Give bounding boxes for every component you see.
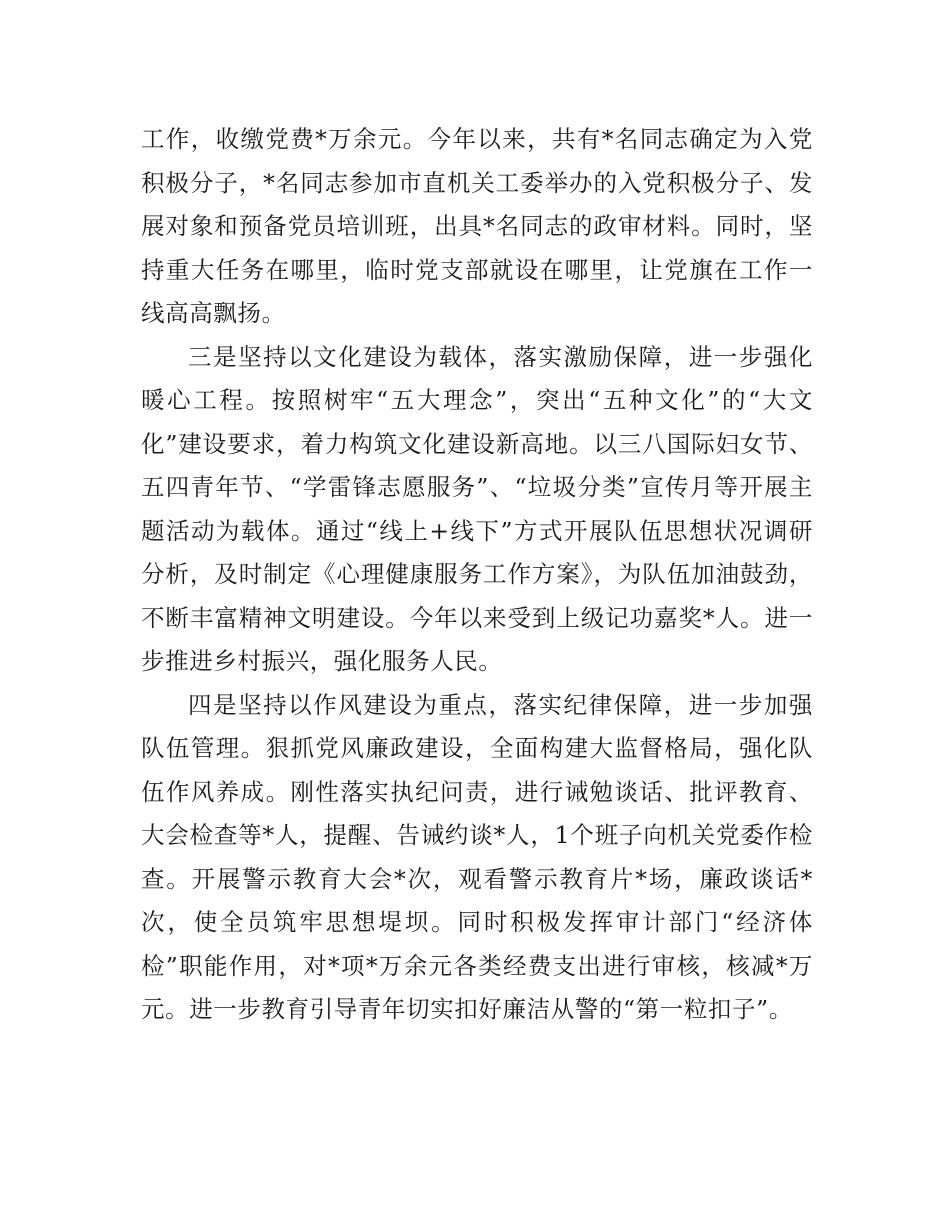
paragraph-party-dues: 工作，收缴党费*万余元。今年以来，共有*名同志确定为入党积极分子，*名同志参加市直机关工委举办的入党积极分子、发展对象和预备党员培训班，出具*名同志的政审材料。同时，坚持重大任务在哪里，临时党支部就设在哪里，让党旗在工作一线高高飘扬。 — [141, 125, 813, 327]
paragraph-culture-building: 三是坚持以文化建设为载体，落实激励保障，进一步强化暖心工程。按照树牢“五大理念”，突出“五种文化”的“大文化”建设要求，着力构筑文化建设新高地。以三八国际妇女节、五四青年节、“学雷锋志愿服务”、“垃圾分类”宣传月等开展主题活动为载体。通过“线上+线下”方式开展队伍思想状况调研分析，及时制定《心理健康服务工作方案》，为队伍加油鼓劲，不断丰富精神文明建设。今年以来受到上级记功嘉奖*人。进一步推进乡村振兴，强化服务人民。 — [141, 342, 813, 675]
document-body — [141, 118, 813, 1032]
paragraph-work-style: 四是坚持以作风建设为重点，落实纪律保障，进一步加强队伍管理。狠抓党风廉政建设，全面构建大监督格局，强化队伍作风养成。刚性落实执纪问责，进行诫勉谈话、批评教育、大会检查等*人，提醒、告诫约谈*人，1个班子向机关党委作检查。开展警示教育大会*次，观看警示教育片*场，廉政谈话*次，使全员筑牢思想堤坝。同时积极发挥审计部门“经济体检”职能作用，对*项*万余元各类经费支出进行审核，核减*万元。进一步教育引导青年切实扣好廉洁从警的“第一粒扣子”。 — [141, 690, 813, 1023]
